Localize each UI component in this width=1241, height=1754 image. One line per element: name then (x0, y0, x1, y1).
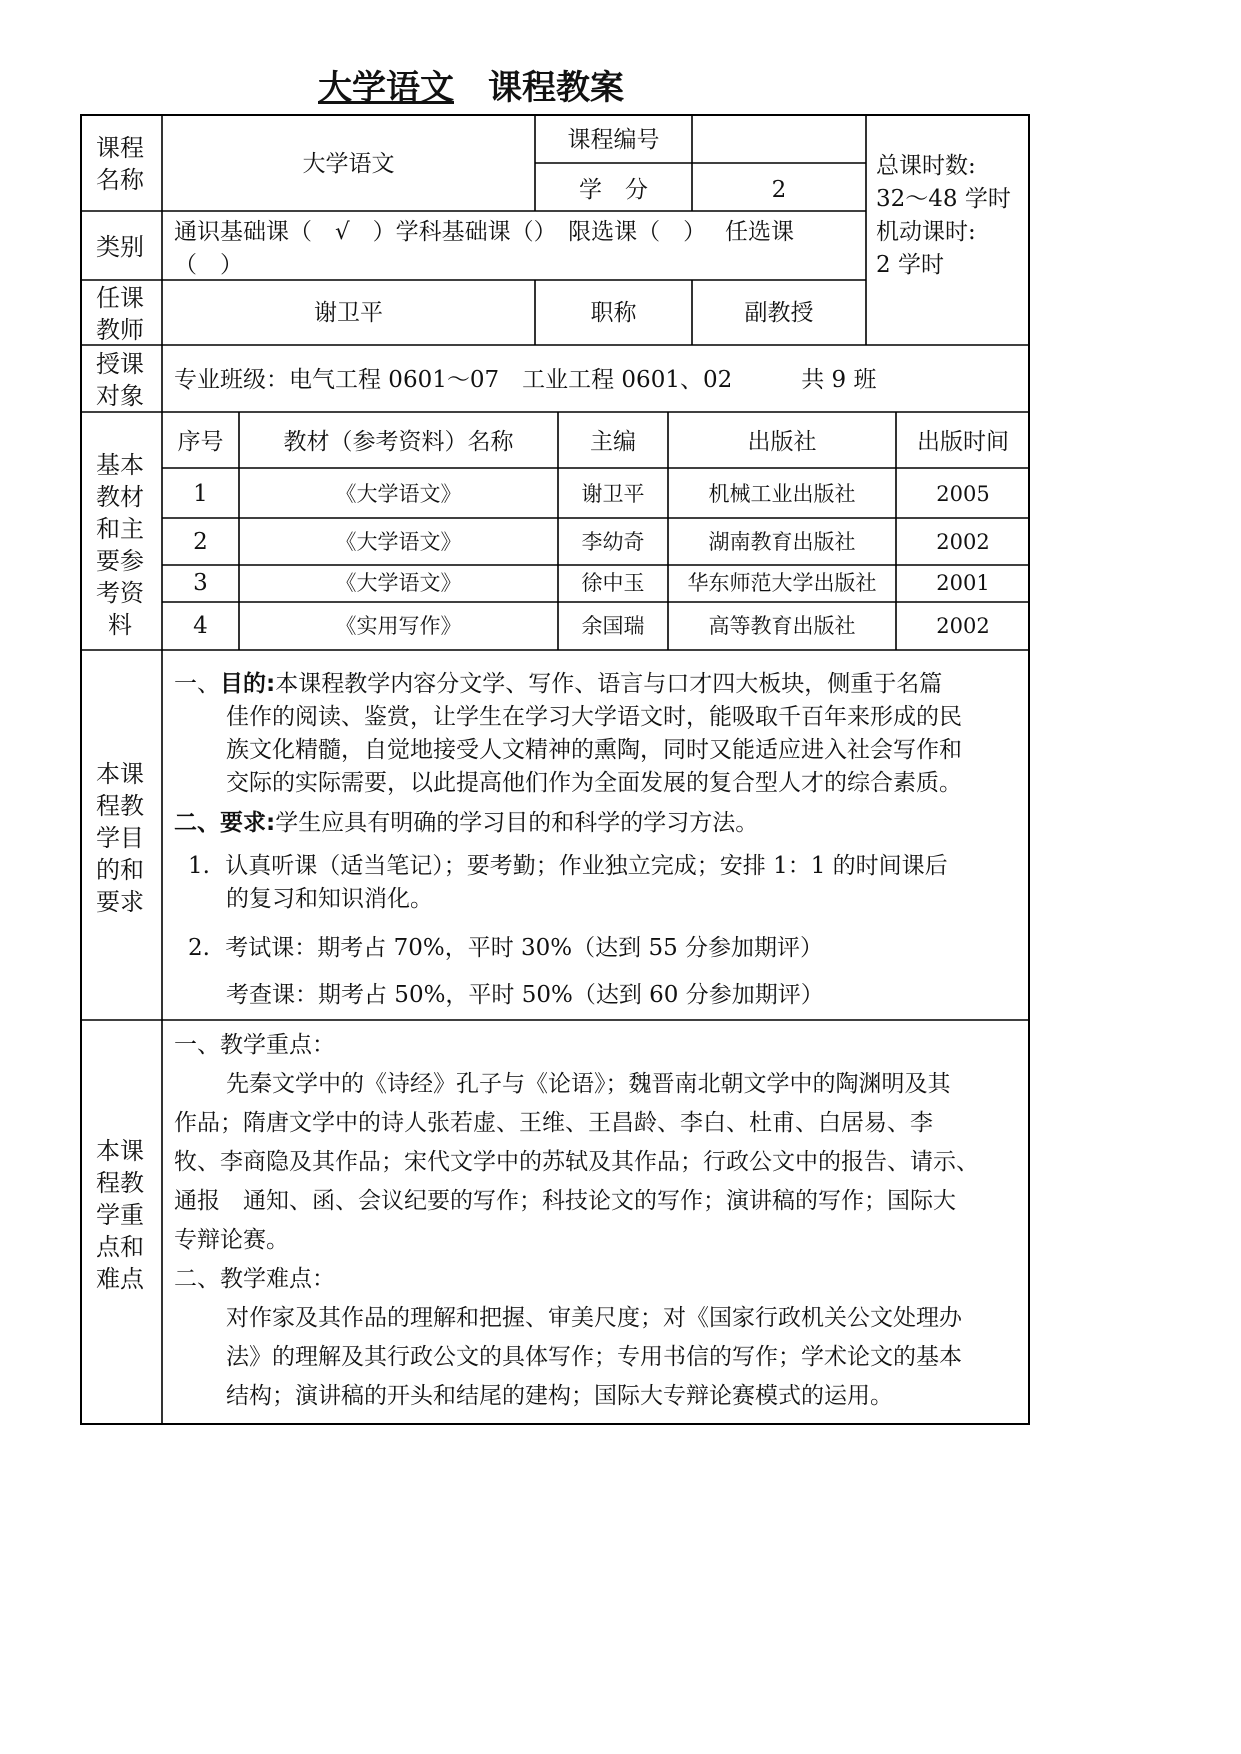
category-label: 类别 (96, 233, 144, 261)
course-code-label: 课程编号 (567, 127, 660, 153)
objective-purpose: 一、目的:本课程教学内容分文学、写作、语言与口才四大板块，侧重于名篇 (174, 671, 943, 697)
audience-value: 专业班级：电气工程 0601～07 工业工程 0601、02 共 9 班 (174, 367, 877, 393)
col-header-year: 出版时间 (917, 429, 1009, 455)
difficulties-heading: 二、教学难点： (174, 1266, 335, 1292)
col-header-index: 序号 (177, 429, 224, 455)
table-row: 2 《大学语文》 李幼奇 湖南教育出版社 2002 (193, 529, 990, 555)
table-row: 3 《大学语文》 徐中玉 华东师范大学出版社 2001 (193, 570, 990, 596)
keypoints-heading: 一、教学重点： (174, 1032, 335, 1058)
audience-label: 授课 对象 (96, 350, 144, 410)
objective-requirements: 二、要求:学生应具有明确的学习目的和科学的学习方法。 (174, 810, 759, 836)
requirement-item-1: 1. 认真听课（适当笔记）；要考勤；作业独立完成；安排 1：1 的时间课后 (188, 853, 948, 879)
total-hours: 总课时数: 32～48 学时 机动课时: 2 学时 (876, 153, 1011, 278)
objectives-label: 本课 程教 学目 的和 要求 (96, 760, 144, 916)
title-course: 大学语文 (318, 68, 454, 108)
title-suffix: 课程教案 (488, 68, 624, 108)
requirement-item-2: 2. 考试课：期考占 70%，平时 30%（达到 55 分参加期评） (188, 935, 824, 961)
rank-value: 副教授 (744, 300, 814, 326)
course-name-value: 大学语文 (302, 151, 395, 177)
table-row: 1 《大学语文》 谢卫平 机械工业出版社 2005 (193, 481, 990, 507)
rank-label: 职称 (590, 300, 637, 326)
category-value: 通识基础课（ √ ）学科基础课（） 限选课（ ） 任选课 （ ） (174, 219, 794, 278)
materials-label: 基本 教材 和主 要参 考资 料 (96, 451, 144, 639)
credit-value: 2 (771, 177, 787, 203)
teacher-label: 任课 教师 (96, 284, 144, 344)
col-header-publisher: 出版社 (747, 429, 817, 455)
col-header-title: 教材（参考资料）名称 (283, 429, 514, 455)
table-row: 4 《实用写作》 余国瑞 高等教育出版社 2002 (193, 613, 990, 639)
course-name-label: 课程 名称 (96, 134, 144, 194)
credit-label: 学 分 (579, 177, 648, 203)
teacher-value: 谢卫平 (314, 300, 383, 326)
keypoints-label: 本课 程教 学重 点和 难点 (96, 1137, 144, 1293)
objectives-content: 一、目的:本课程教学内容分文学、写作、语言与口才四大板块，侧重于名篇 佳作的阅读、鉴赏，让学生在学习大学语文时，能吸取千百年来形成的民 族文化精髓，自觉地接受人文精神的熏陶，同时又能适应进入社会写作和 交际的实际需要，以此提高他们作为全面发展的复合型人才的综合素质。 二、要求:学生应具有明确的学习目的和科学的学习方法。 1. 认真听课（适当笔记）；要考勤；作业独立完成；安排 1：1 的时间课后 的复习和知识消化。 2. 考试课：期考占 70%，平时 30%（达到 55 分参加期评） 考查课：期考占 50%，平时 50%（达到 60 分参加期评） (174, 668, 962, 1012)
col-header-editor: 主编 (590, 429, 636, 455)
keypoints-content: 一、教学重点： 先秦文学中的《诗经》孔子与《论语》；魏晋南北朝文学中的陶渊明及其 作品；隋唐文学中的诗人张若虚、王维、王昌龄、李白、杜甫、白居易、李 牧、李商隐及其作品；宋代文学中的苏轼及其作品；行政公文中的报告、请示、 通报 通知、函、会议纪要的写作；科技论文的写作；演讲稿的写作；国际大 专辩论赛。 二、教学难点： 对作家及其作品的理解和把握、审美尺度；对《国家行政机关公文处理办 法》的理解及其行政公文的具体写作；专用书信的写作；学术论文的基本 结构；演讲稿的开头和结尾的建构；国际大专辩论赛模式的运用。 (174, 1026, 979, 1416)
